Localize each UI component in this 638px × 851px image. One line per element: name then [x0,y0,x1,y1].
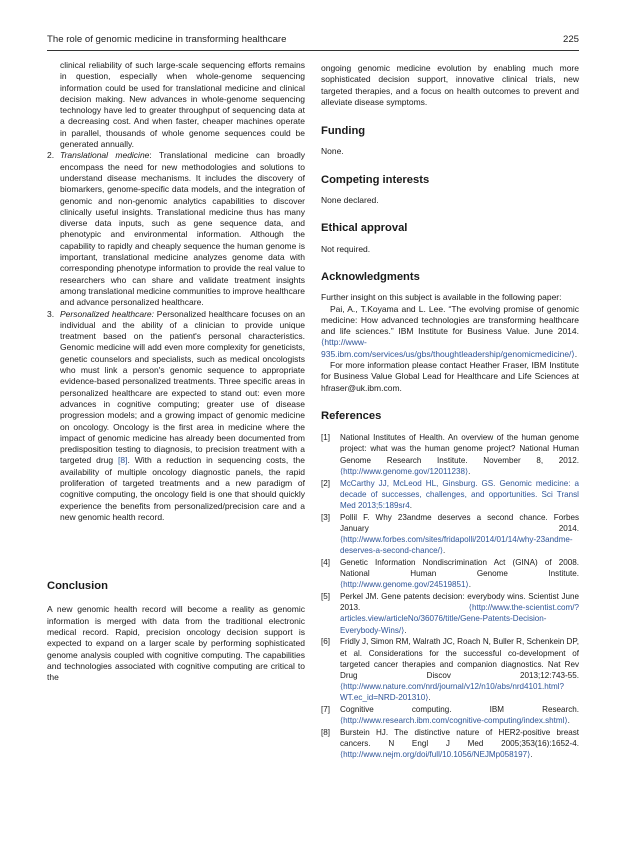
conclusion-continuation: ongoing genomic medicine evolution by enabling much more sophisticated decision support, innovative clinical trials, new targeted therapies, and a focus on health outcomes to prevent and alleviate disease symptoms. [321,63,579,107]
reference-number: [5] [321,592,330,602]
acknowledgments-paper-text: Pai, A., T.Koyama and L. Lee. “The evolving promise of genomic medicine: How advanced technologies are transforming healthcare and life sciences.” IBM Institute for Business Value. June 2014. [321,303,579,337]
reference-number: [4] [321,557,330,567]
reference-end: . [468,466,471,476]
reference-end: . [468,580,471,590]
reference-item [321,478,579,512]
reference-link[interactable]: ⟨http://www.the-scientist.com/?articles.view/articleNo/36076/title/Gene-Patents-Decision-Everybody-Wins/⟩ [340,603,579,635]
acknowledgments-paper-end: . [574,348,578,359]
page-number: 225 [562,34,579,45]
reference-number: [7] [321,705,330,715]
reference-number: [1] [321,433,330,443]
spacer [47,523,305,581]
conclusion-text: A new genomic health record will become a reality as genomic information is merged with data from the traditional electronic medical record. Rapid, precision oncology decision support is expected to expand on a larger scale by performing sophisticated genome analysis coupled with cognitive computing. The capabilities and technologies associated with cognitive computing are critical to the [47,604,305,683]
reference-link[interactable]: ⟨http://www.research.ibm.com/cognitive-computing/index.shtml⟩ [340,716,568,726]
reference-body: National Institutes of Health. An overview of the human genome project: what was the human genome project? National Human Genome Research Institute. November 8, 2012. [340,433,579,465]
list-item-2-body: : Translational medicine can broadly encompass the need for new methodologies and solutions to understand disease mechanisms. It includes the discovery of biomarkers, genome-specific data models, and the integration of genomic and non-genomic analytics capabilities to discover clinically useful insights. Translational medicine thus has many diverse data inputs, such as gene sequence data, and phenotypic and environmental information. Although the capability to rapidly and cheaply sequence the human genome is important, translational medicine analyzes genome data with corresponding phenotype information to provide the real value to researchers who can share and validate treatment insights among translational medicine communities to improve healthcare and advance personalized healthcare. [60,150,305,308]
reference-item [321,512,579,557]
right-column [321,63,579,761]
reference-link[interactable]: McCarthy JJ, McLeod HL, Ginsburg. GS. Genomic medicine: a decade of successes, challenges, and opportunities. Sci Transl Med 2013;5:189sr4 [340,478,579,510]
reference-end: . [428,693,431,703]
reference-text [340,432,579,477]
reference-body: Perkel JM. Gene patents decision: everybody wins. Scientist June 2013. [340,592,579,613]
reference-item [321,432,579,477]
reference-text [340,636,579,703]
acknowledgments-paper [321,304,579,360]
list-item-3 [47,309,305,524]
reference-item [321,727,579,761]
reference-text [340,478,579,512]
reference-link[interactable]: ⟨http://www.forbes.com/sites/fridapolli/2014/01/14/why-23andme-deserves-a-second-chance/⟩ [340,535,573,556]
reference-body: Burstein HJ. The distinctive nature of HER2-positive breast cancers. N Engl J Med 2005;353(16):1652-4. [340,728,579,749]
conclusion-heading: Conclusion [47,580,108,593]
list-item-2 [47,150,305,308]
list-item-3-number: 3. [47,308,55,319]
ethical-approval-heading: Ethical approval [321,222,408,235]
references-heading: References [321,409,382,422]
reference-number: [3] [321,512,330,522]
header-rule [47,50,579,51]
funding-heading: Funding [321,125,366,138]
list-item-3-text [60,309,305,524]
reference-list [321,432,579,760]
reference-number: [8] [321,728,330,738]
running-header [47,34,579,45]
acknowledgments-intro: Further insight on this subject is available in the following paper: [321,292,562,303]
reference-item [321,591,579,636]
ethical-approval-text: Not required. [321,243,371,254]
list-item-3-body-a: Personalized healthcare focuses on an individual and the ability of a clinician to provide unique treatment based on the patient's personal characteristics. Genomic medicine will add even more complexity for geneticists, genetic counselors and specialists, such as medical oncologists who must link a person's genomic sequence to appropriate evidence-based personalized treatments. Three specific areas in personalized healthcare are expected to stand out: even more advances in cognitive computing; greater use of disease progression models; and a growing impact of genomic medicine on oncology. Oncology is the first area in medicine where the impact of genomic medicine has already been documented from predisposition testing to diagnosis, to precision treatment with a targeted drug [60,308,305,466]
ibm-report-link[interactable]: ⟨http://www-935.ibm.com/services/us/gbs/thoughtleadership/genomicmedicine/⟩ [321,337,575,359]
acknowledgments-heading: Acknowledgments [321,270,420,283]
reference-body: Genetic Information Nondiscrimination Act (GINA) of 2008. National Human Genome Institute. [340,557,579,579]
reference-body: Cognitive computing. IBM Research. [340,705,579,715]
list-item-2-term: Translational medicine [60,150,150,161]
reference-text [340,727,579,761]
reference-end: . [530,750,533,760]
reference-link[interactable]: ⟨http://www.genome.gov/24519851⟩ [340,580,469,590]
list-item-2-text [60,150,305,308]
reference-end: . [567,716,570,726]
reference-number: [6] [321,637,330,647]
competing-interests-heading: Competing interests [321,173,430,186]
acknowledgments-contact: For more information please contact Heather Fraser, IBM Institute for Business Value Global Lead for Healthcare and Life Sciences at hfraser@uk.ibm.com. [321,360,579,393]
competing-interests-text: None declared. [321,195,379,206]
reference-item [321,704,579,726]
reference-text [340,557,579,591]
list-item-1-continuation: clinical reliability of such large-scale sequencing efforts remains in question, especially when whole-genome sequencing information could be used for translational medicine and clinical decision making. New advances in whole-genome sequencing technology have led to greater throughput of sequencing data at a decreasing cost. And when faster, cheaper machines operate in parallel, thousands of whole genome sequences could be generated annually. [60,60,305,150]
running-title: The role of genomic medicine in transforming healthcare [47,34,287,45]
left-column [47,60,305,684]
reference-item [321,557,579,591]
reference-link[interactable]: ⟨http://www.nature.com/nrd/journal/v12/n10/abs/nrd4101.html?WT.ec_id=NRD-201310⟩ [340,682,565,703]
reference-link[interactable]: ⟨http://www.genome.gov/12011238⟩ [340,466,469,476]
reference-end: . [404,625,407,635]
funding-text: None. [321,146,344,157]
list-item-3-term: Personalized healthcare: [60,308,154,319]
reference-end: . [409,500,412,510]
reference-text [340,704,579,726]
reference-end: . [443,546,446,556]
list-item-2-number: 2. [47,150,55,161]
list-item-3-body-b: . With a reduction in sequencing costs, the availability of multiple oncology diagnostic panels, the rapid proliferation of targeted treatments and a new paradigm of cognitive computing, the oncology field is one that should quickly experience the benefits from personalized/precision care and a new genomic health record. [60,455,305,522]
reference-body: Fridly J, Simon RM, Walrath JC, Roach N, Buller R, Schenkein DP, et al. Considerations for the successful co-development of targeted cancer therapies and companion diagnostics. Nat Rev Drug Discov 2013;12:743-55. [340,637,579,680]
reference-item [321,636,579,703]
citation-link-8[interactable]: [8] [118,455,128,466]
reference-text [340,512,579,557]
reference-link[interactable]: ⟨http://www.nejm.org/doi/full/10.1056/NEJMp058197⟩ [340,750,531,760]
reference-body: Pollil F. Why 23andme deserves a second chance. Forbes January 2014. [340,512,579,533]
reference-number: [2] [321,478,330,488]
reference-text [340,591,579,636]
